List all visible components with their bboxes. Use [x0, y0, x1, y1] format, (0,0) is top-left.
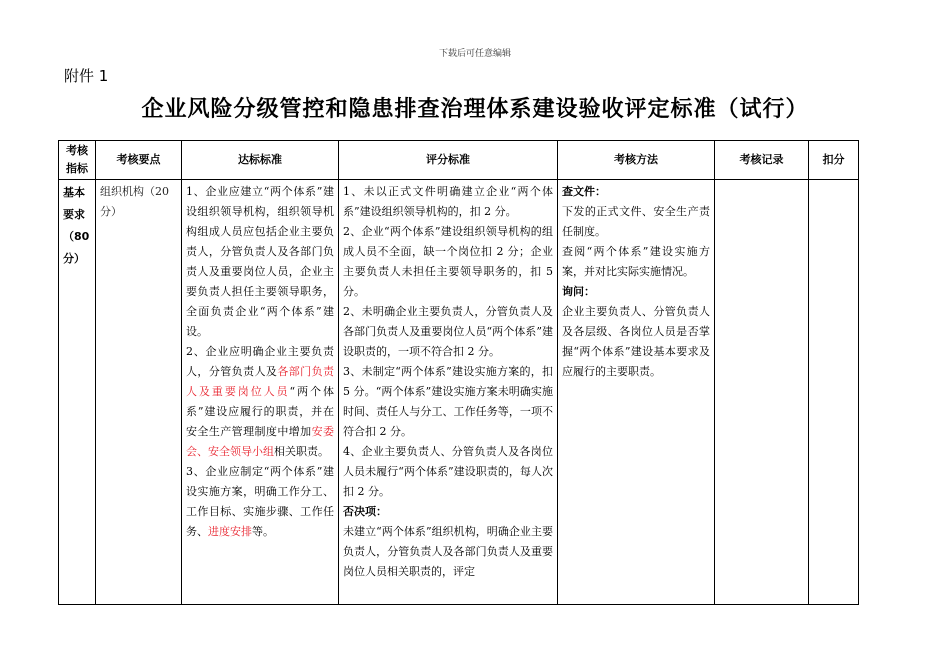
category-cell: 基本要求（80分） — [59, 180, 96, 605]
standard-para-3 — [186, 462, 334, 542]
document-title: 企业风险分级管控和隐患排查治理体系建设验收评定标准（试行） — [141, 96, 809, 122]
header-deduction: 扣分 — [809, 141, 859, 180]
check-docs-para-2: 查阅“两个体系”建设实施方案，并对比实际实施情况。 — [562, 245, 710, 278]
annex-label: 附件 1 — [64, 67, 109, 85]
veto-text: 未建立“两个体系”组织机构，明确企业主要负责人，分管负责人及各部门负责人及重要岗位人员相关职责的，评定 — [343, 525, 553, 578]
record-cell — [715, 180, 809, 605]
header-scoring: 评分标准 — [339, 141, 558, 180]
scoring-para-5: 4、企业主要负责人、分管负责人及各岗位人员未履行“两个体系”建设职责的，每人次扣 2 分。 — [343, 445, 553, 498]
standard-para-2-text-c: 相关职责。 — [274, 445, 329, 458]
highlight-departments: 各部门负责人及重要岗位人员 — [186, 365, 335, 398]
header-note: 下载后可任意编辑 — [438, 49, 511, 59]
table-header-row — [59, 141, 859, 180]
scoring-para-3: 2、未明确企业主要负责人，分管负责人及各部门负责人及重要岗位人员“两个体系”建设职责的，一项不符合扣 2 分。 — [343, 305, 553, 358]
standard-para-2-text-a: 2、企业应明确企业主要负责人，分管负责人及 — [186, 345, 334, 378]
standard-cell — [182, 180, 339, 605]
scoring-cell — [339, 180, 558, 605]
inquiry-para: 企业主要负责人、分管负责人及各层级、各岗位人员是否掌握“两个体系”建设基本要求及应履行的主要职责。 — [562, 305, 710, 378]
deduction-cell — [809, 180, 859, 605]
table-row — [59, 180, 859, 605]
standard-para-3-text-a: 3、企业应制定“两个体系”建设实施方案，明确工作分工、工作目标、实施步骤、工作任务、 — [186, 465, 334, 538]
standard-para-3-text-b: 等。 — [252, 525, 274, 538]
standard-para-1: 1、企业应建立“两个体系”建设组织领导机构，组织领导机构组成人员应包括企业主要负责人，分管负责人及各部门负责人及重要岗位人员，企业主要负责人担任主要领导职务，全面负责企业“两个体系”建设。 — [186, 185, 334, 338]
key-point-cell: 组织机构（20分） — [96, 180, 182, 605]
header-indicator: 考核指标 — [59, 141, 96, 180]
header-record: 考核记录 — [715, 141, 809, 180]
veto-label: 否决项： — [343, 505, 387, 518]
check-docs-label: 查文件： — [562, 185, 606, 198]
header-standard: 达标标准 — [182, 141, 339, 180]
method-cell — [558, 180, 715, 605]
standard-para-2 — [186, 342, 334, 462]
highlight-committee: 安委会、安全领导小组 — [186, 425, 335, 458]
scoring-para-4: 3、未制定“两个体系”建设实施方案的，扣 5 分。“两个体系”建设实施方案未明确实施时间、责任人与分工、工作任务等，一项不符合扣 2 分。 — [343, 365, 553, 438]
inquiry-label: 询问： — [562, 285, 595, 298]
header-method: 考核方法 — [558, 141, 715, 180]
check-docs-para-1: 下发的正式文件、安全生产责任制度。 — [562, 205, 710, 238]
header-key-point: 考核要点 — [96, 141, 182, 180]
highlight-schedule: 进度安排 — [208, 525, 252, 538]
standard-para-2-text-b: “两个体系”建设应履行的职责，并在安全生产管理制度中增加 — [186, 385, 334, 438]
scoring-para-1: 1、未以正式文件明确建立企业“两个体系”建设组织领导机构的，扣 2 分。 — [343, 185, 553, 218]
scoring-para-2: 2、企业“两个体系”建设组织领导机构的组成人员不全面，缺一个岗位扣 2 分；企业主要负责人未担任主要领导职务的，扣 5 分。 — [343, 225, 553, 298]
evaluation-table — [58, 140, 859, 605]
